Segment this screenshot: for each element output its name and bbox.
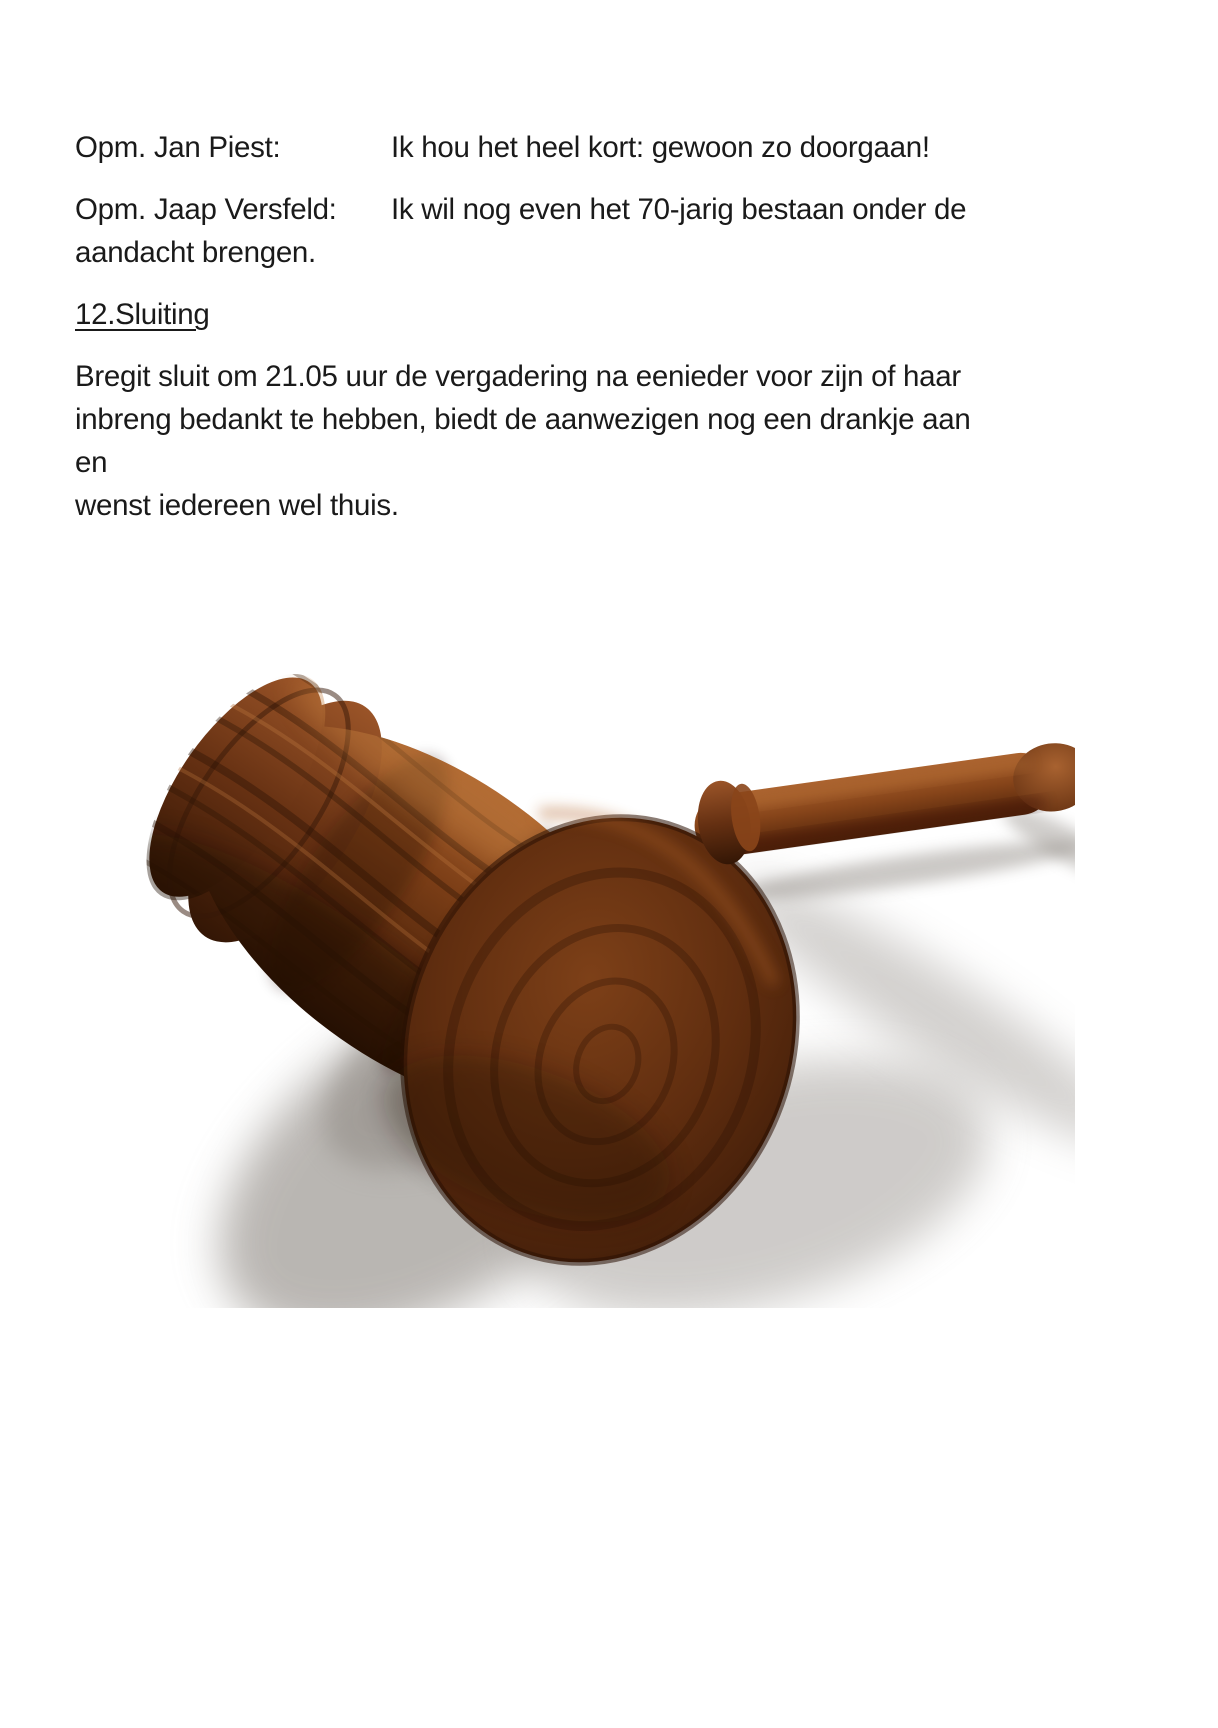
document-body bbox=[75, 126, 985, 546]
section-heading-text: 12.Sluiting bbox=[75, 298, 210, 331]
closing-paragraph bbox=[75, 355, 985, 527]
remark-text-line: Ik wil nog even het 70-jarig bestaan onder de bbox=[391, 193, 967, 226]
gavel-image bbox=[135, 598, 1075, 1308]
section-heading bbox=[75, 293, 985, 336]
remark-label: Opm. Jaap Versfeld: bbox=[75, 193, 337, 226]
remark-paragraph-jaap-versfeld bbox=[75, 188, 985, 274]
gavel-svg bbox=[135, 598, 1075, 1308]
closing-line: Bregit sluit om 21.05 uur de vergadering na eenieder voor zijn of haar bbox=[75, 360, 961, 393]
closing-line: inbreng bedankt te hebben, biedt de aanwezigen nog een drankje aan en bbox=[75, 403, 971, 479]
closing-line: wenst iedereen wel thuis. bbox=[75, 489, 399, 522]
remark-text: Ik hou het heel kort: gewoon zo doorgaan! bbox=[391, 131, 930, 164]
remark-label: Opm. Jan Piest: bbox=[75, 131, 281, 164]
remark-text-line: aandacht brengen. bbox=[75, 236, 316, 269]
remark-paragraph-jan-piest bbox=[75, 126, 985, 169]
